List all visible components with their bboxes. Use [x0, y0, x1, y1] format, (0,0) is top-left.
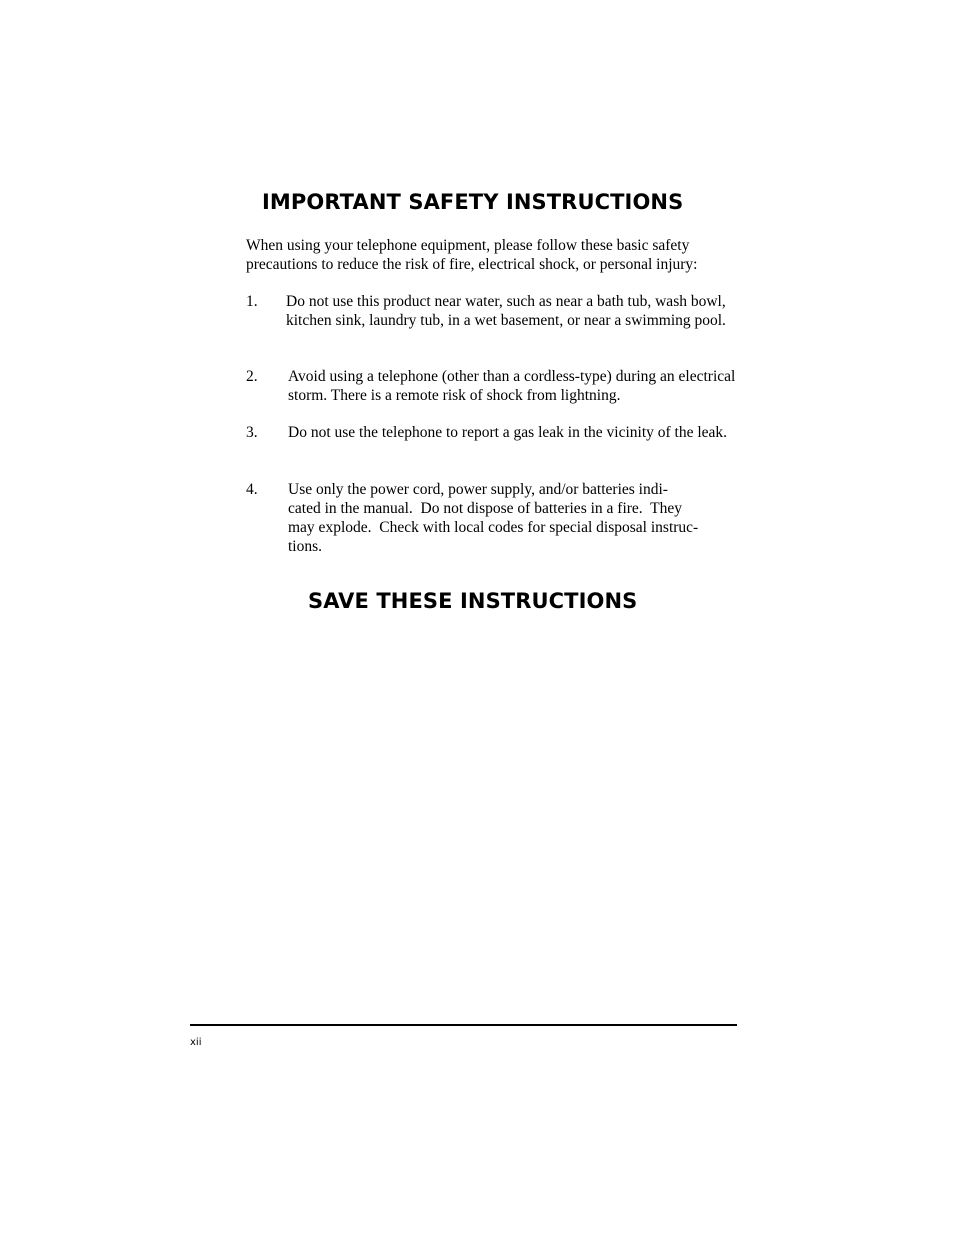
intro-paragraph: When using your telephone equipment, please follow these basic safety precautions to reduce the risk of fire, electrical shock, or personal injury: — [246, 237, 698, 273]
list-item-number: 4. — [246, 481, 258, 498]
list-item-text: Use only the power cord, power supply, and/or batteries indi- cated in the manual. Do not dispose of batteries in a fire. They may explode. Check with local codes for special disposal instruc- tions. — [288, 481, 699, 555]
footer-divider — [190, 1024, 737, 1026]
list-item-text: Avoid using a telephone (other than a cordless-type) during an electrical storm. There is a remote risk of shock from lightning. — [288, 368, 736, 404]
list-item-text: Do not use this product near water, such as near a bath tub, wash bowl, kitchen sink, laundry tub, in a wet basement, or near a swimming pool. — [286, 293, 726, 329]
closing-heading: SAVE THESE INSTRUCTIONS — [308, 589, 638, 613]
list-item-number: 1. — [246, 293, 258, 310]
page-number: xii — [190, 1037, 202, 1048]
page-title: IMPORTANT SAFETY INSTRUCTIONS — [262, 190, 684, 214]
list-item-text: Do not use the telephone to report a gas leak in the vicinity of the leak. — [288, 424, 728, 441]
list-item-number: 3. — [246, 424, 258, 441]
list-item-number: 2. — [246, 368, 258, 385]
